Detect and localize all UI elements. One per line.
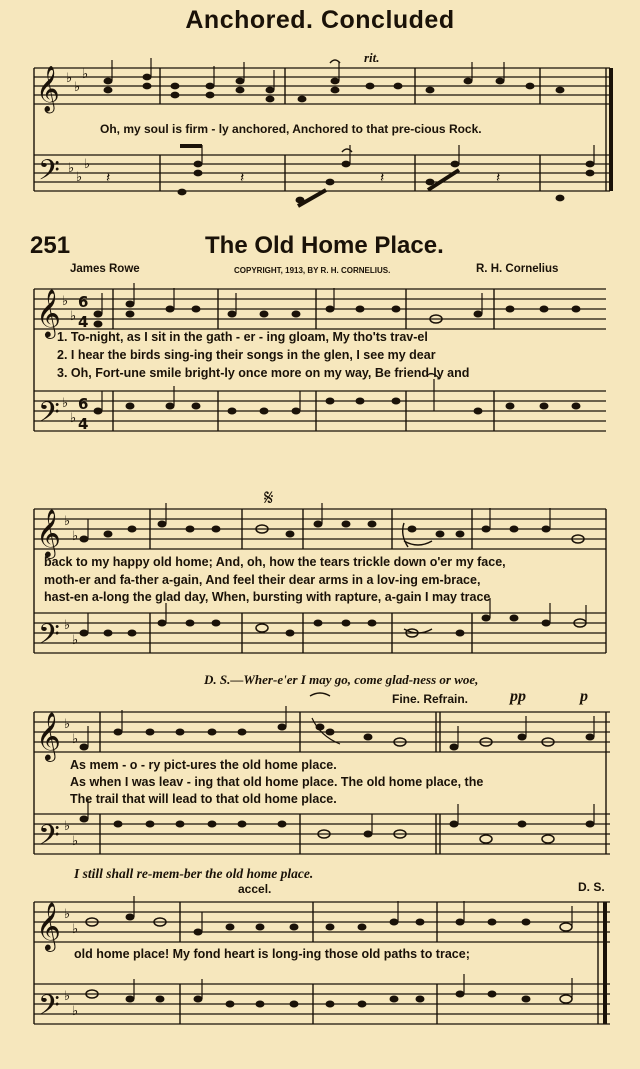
dynamic-piano: p [580, 688, 588, 705]
note-stems [112, 58, 594, 164]
system-2-staff [0, 505, 640, 670]
tie-icon [403, 523, 408, 547]
copyright-notice: COPYRIGHT, 1913, BY R. H. CORNELIUS. [234, 266, 391, 275]
bass-clef-icon: 𝄢 [38, 819, 60, 859]
svg-text:♭: ♭ [64, 819, 71, 834]
lyric-line: Oh, my soul is firm - ly anchored, Anchored to that pre-cious Rock. [100, 122, 482, 136]
svg-text:♭: ♭ [72, 834, 79, 849]
treble-clef-icon: 𝄞 [36, 508, 61, 557]
fermata-icon [310, 693, 330, 696]
rest-icon: 𝄽 [106, 171, 111, 186]
bass-staff-lines [34, 155, 610, 191]
dynamic-pianissimo: pp [510, 688, 526, 705]
svg-text:♭: ♭ [64, 989, 71, 1004]
svg-text:♭: ♭ [66, 71, 73, 86]
svg-text:6: 6 [78, 293, 89, 311]
svg-text:♭: ♭ [64, 618, 71, 633]
segno-icon: 𝄋 [264, 486, 274, 511]
svg-text:♭: ♭ [72, 633, 79, 648]
svg-text:♭: ♭ [64, 717, 71, 732]
tie-icon [404, 541, 432, 545]
dal-segno-bottom-lyric: I still shall re-mem-ber the old home place. [74, 866, 314, 881]
lyric-line-verse-1: back to my happy old home; And, oh, how the tears trickle down o'er my face, [44, 555, 506, 569]
note-stems [102, 283, 482, 411]
accelerando-mark: accel. [238, 882, 272, 896]
bass-clef-icon: 𝄢 [38, 989, 60, 1029]
ritardando-mark: rit. [364, 50, 380, 65]
time-signature [78, 293, 88, 433]
svg-text:♭: ♭ [70, 411, 77, 426]
svg-text:♭: ♭ [84, 157, 91, 172]
lyric-line-verse-2: 2. I hear the birds sing-ing their songs in the glen, I see my dear [57, 348, 436, 362]
page-title: Anchored. Concluded [185, 6, 455, 34]
system-3-staff [0, 710, 640, 870]
refrain-lyric-verse-1: As mem - o - ry pict-ures the old home place. [70, 758, 337, 772]
fine-refrain-mark: Fine. Refrain. [392, 692, 469, 706]
svg-text:♭: ♭ [72, 732, 79, 747]
svg-text:6: 6 [78, 395, 89, 413]
key-signature-flats [64, 907, 78, 1019]
svg-text:♭: ♭ [76, 170, 83, 185]
rest-icon: 𝄽 [496, 171, 501, 186]
bass-clef-icon: 𝄢 [38, 154, 60, 194]
hymn-title: The Old Home Place. [205, 232, 444, 259]
dal-segno-lyric: D. S.—Wher-e'er I may go, come glad-ness or woe, [204, 672, 479, 687]
system-4-staff [0, 898, 640, 1048]
treble-clef-icon: 𝄞 [36, 288, 61, 337]
svg-text:4: 4 [78, 415, 89, 433]
treble-clef-icon: 𝄞 [36, 901, 61, 950]
svg-text:♭: ♭ [62, 294, 69, 309]
svg-text:♭: ♭ [72, 1004, 79, 1019]
svg-text:♭: ♭ [72, 922, 79, 937]
lyric-line-verse-1: 1. To-night, as I sit in the gath - er - ing gloam, My tho'ts trav-el [57, 330, 428, 344]
dal-segno-end-mark: D. S. [578, 880, 605, 894]
bass-clef-icon: 𝄢 [38, 618, 60, 658]
key-signature-flats [66, 67, 90, 185]
lyric-line-verse-2: moth-er and fa-ther a-gain, And feel their dear arms in a lov-ing em-brace, [44, 573, 481, 587]
svg-text:♭: ♭ [82, 67, 89, 82]
refrain-lyric-line: old home place! My fond heart is long-ing those old paths to trace; [74, 947, 470, 961]
treble-clef-icon: 𝄞 [36, 66, 60, 112]
svg-text:♭: ♭ [64, 907, 71, 922]
bass-clef-icon: 𝄢 [38, 396, 60, 436]
rest-icon: 𝄽 [240, 171, 245, 186]
treble-clef-icon: 𝄞 [36, 711, 61, 760]
refrain-lyric-verse-3: The trail that will lead to that old home place. [70, 792, 337, 806]
svg-text:♭: ♭ [74, 80, 81, 95]
hymn-number: 251 [30, 232, 71, 259]
refrain-lyric-verse-2: As when I was leav - ing that old home place. The old home place, the [70, 775, 484, 789]
lyric-line-verse-3: 3. Oh, Fort-une smile bright-ly once more on my way, Be friend-ly and [57, 366, 470, 380]
svg-text:4: 4 [78, 313, 89, 331]
treble-staff-lines [34, 68, 610, 104]
rest-icon: 𝄽 [380, 171, 385, 186]
svg-text:♭: ♭ [62, 396, 69, 411]
lyric-line-verse-3: hast-en a-long the glad day, When, bursting with rapture, a-gain I may trace [44, 590, 491, 604]
svg-text:♭: ♭ [64, 514, 71, 529]
note-heads [104, 74, 595, 204]
author-credit: James Rowe [70, 263, 140, 275]
svg-text:♭: ♭ [72, 529, 79, 544]
svg-text:♭: ♭ [70, 309, 77, 324]
svg-text:♭: ♭ [68, 161, 75, 176]
composer-credit: R. H. Cornelius [476, 263, 559, 275]
